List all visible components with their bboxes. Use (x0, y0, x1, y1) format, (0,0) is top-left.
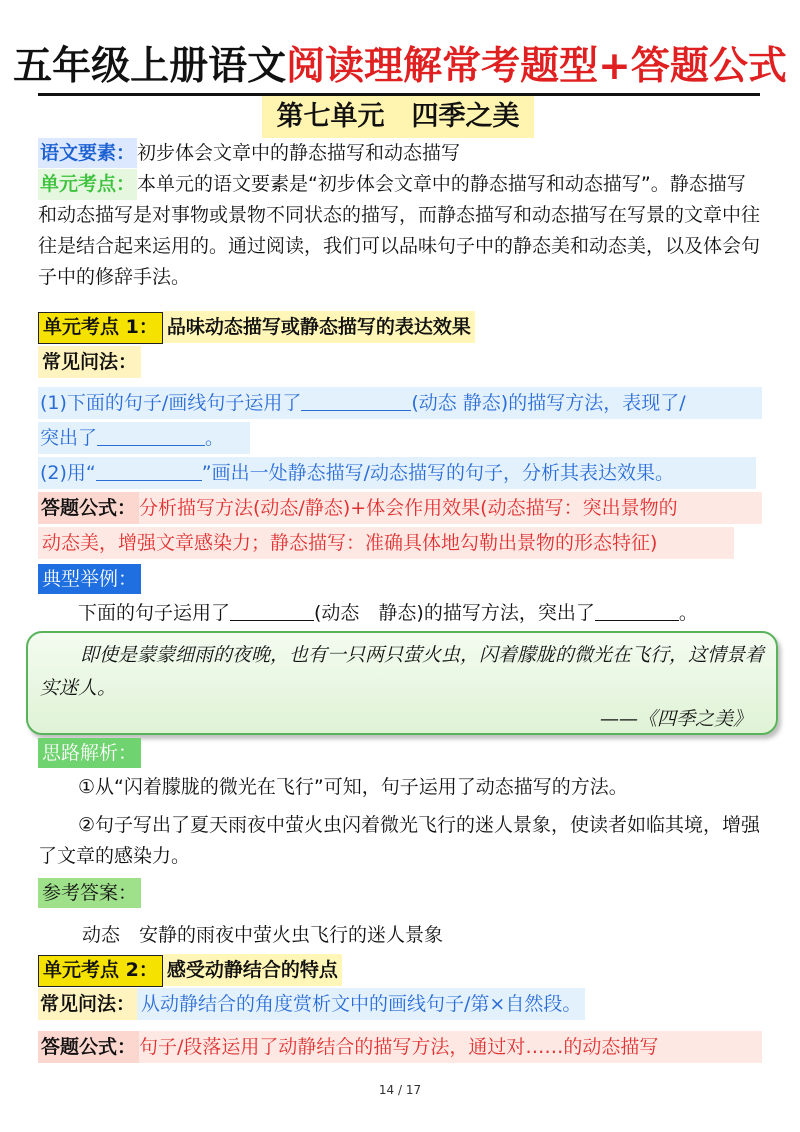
language-element-label: 语文要素： (38, 138, 137, 168)
question-2-line (38, 457, 756, 489)
question-1-text-c: 突出了 (40, 427, 98, 449)
key-point-2-ask-label: 常见问法： (38, 988, 137, 1020)
question-1-blank-1 (301, 389, 411, 411)
key-point-1-heading (38, 311, 475, 343)
question-2-blank (96, 459, 202, 481)
language-element-text: 初步体会文章中的静态描写和动态描写 (137, 142, 461, 164)
key-point-2-question-row (38, 988, 585, 1020)
example-question-b: (动态 静态)的描写方法，突出了 (314, 602, 595, 624)
formula-2-line (38, 1031, 762, 1063)
typical-example-label: 典型举例： (38, 564, 141, 594)
formula-1-label: 答题公式： (38, 492, 139, 524)
language-element-row (38, 138, 460, 168)
common-question-label: 常见问法： (38, 346, 141, 378)
example-quote-source: ——《四季之美》 (599, 708, 752, 730)
reference-answer-text: 动态 安静的雨夜中萤火虫飞行的迷人景象 (82, 924, 444, 946)
formula-1-text-1: 分析描写方法(动态/静态)+体会作用效果(动态描写：突出景物的 (139, 497, 678, 519)
unit-points-text: 本单元的语文要素是“初步体会文章中的静态描写和动态描写”。静态描写和动态描写是对事物或景物不同状态的描写，而静态描写和动态描写在写景的文章中往往是结合起来运用的。通过阅读，我们可以品味句子中的静态美和动态美，以及体会句子中的修辞手法。 (38, 173, 761, 288)
key-point-1-tag: 单元考点 1： (38, 312, 163, 344)
key-point-1-title: 品味动态描写或静态描写的表达效果 (163, 311, 475, 343)
key-point-2-tag: 单元考点 2： (38, 955, 163, 987)
formula-1-line-1 (38, 492, 762, 524)
example-quote-box (26, 631, 778, 735)
title-black-part: 五年级上册语文 (13, 44, 287, 89)
formula-2-label: 答题公式： (38, 1031, 139, 1063)
question-1-text-a: (1)下面的句子/画线句子运用了 (40, 392, 302, 414)
formula-2-text: 句子/段落运用了动静结合的描写方法，通过对……的动态描写 (139, 1036, 659, 1058)
question-1-text-d: 。 (205, 427, 225, 449)
page-title (0, 40, 800, 94)
question-2-text-b: ”画出一处静态描写/动态描写的句子，分析其表达效果。 (201, 462, 675, 484)
example-question-line (78, 598, 698, 628)
page-number: 14 / 17 (378, 1083, 422, 1097)
analysis-point-1: ①从“闪着朦胧的微光在飞行”可知，句子运用了动态描写的方法。 (78, 776, 628, 798)
question-1-blank-2 (97, 424, 205, 446)
reference-answer-label: 参考答案： (38, 878, 141, 908)
example-quote-text: 即使是蒙蒙细雨的夜晚，也有一只两只萤火虫，闪着朦胧的微光在飞行，这情景着实迷人。 (40, 644, 765, 699)
unit-title: 第七单元 四季之美 (262, 96, 534, 138)
key-point-2-heading (38, 954, 342, 986)
example-question-a: 下面的句子运用了 (78, 602, 231, 624)
question-1-line-1 (38, 387, 762, 419)
formula-1-line-2: 动态美，增强文章感染力；静态描写：准确具体地勾勒出景物的形态特征) (38, 527, 734, 559)
example-question-c: 。 (678, 602, 698, 624)
unit-points-label: 单元考点： (38, 169, 137, 200)
question-2-text-a: (2)用“ (40, 462, 96, 484)
key-point-2-title: 感受动静结合的特点 (163, 954, 342, 986)
question-1-line-2 (38, 422, 250, 454)
analysis-label: 思路解析： (38, 738, 141, 768)
unit-points-paragraph (38, 169, 764, 293)
example-blank-1 (230, 599, 314, 621)
key-point-2-ask-text: 从动静结合的角度赏析文中的画线句子/第×自然段。 (137, 988, 585, 1020)
title-red-part: 阅读理解常考题型+答题公式 (286, 44, 787, 89)
analysis-point-2: ②句子写出了夏天雨夜中萤火虫闪着微光飞行的迷人景象，使读者如临其境，增强了文章的感染力。 (38, 814, 761, 867)
question-1-text-b: (动态 静态)的描写方法，表现了/ (411, 392, 686, 414)
example-blank-2 (595, 599, 679, 621)
